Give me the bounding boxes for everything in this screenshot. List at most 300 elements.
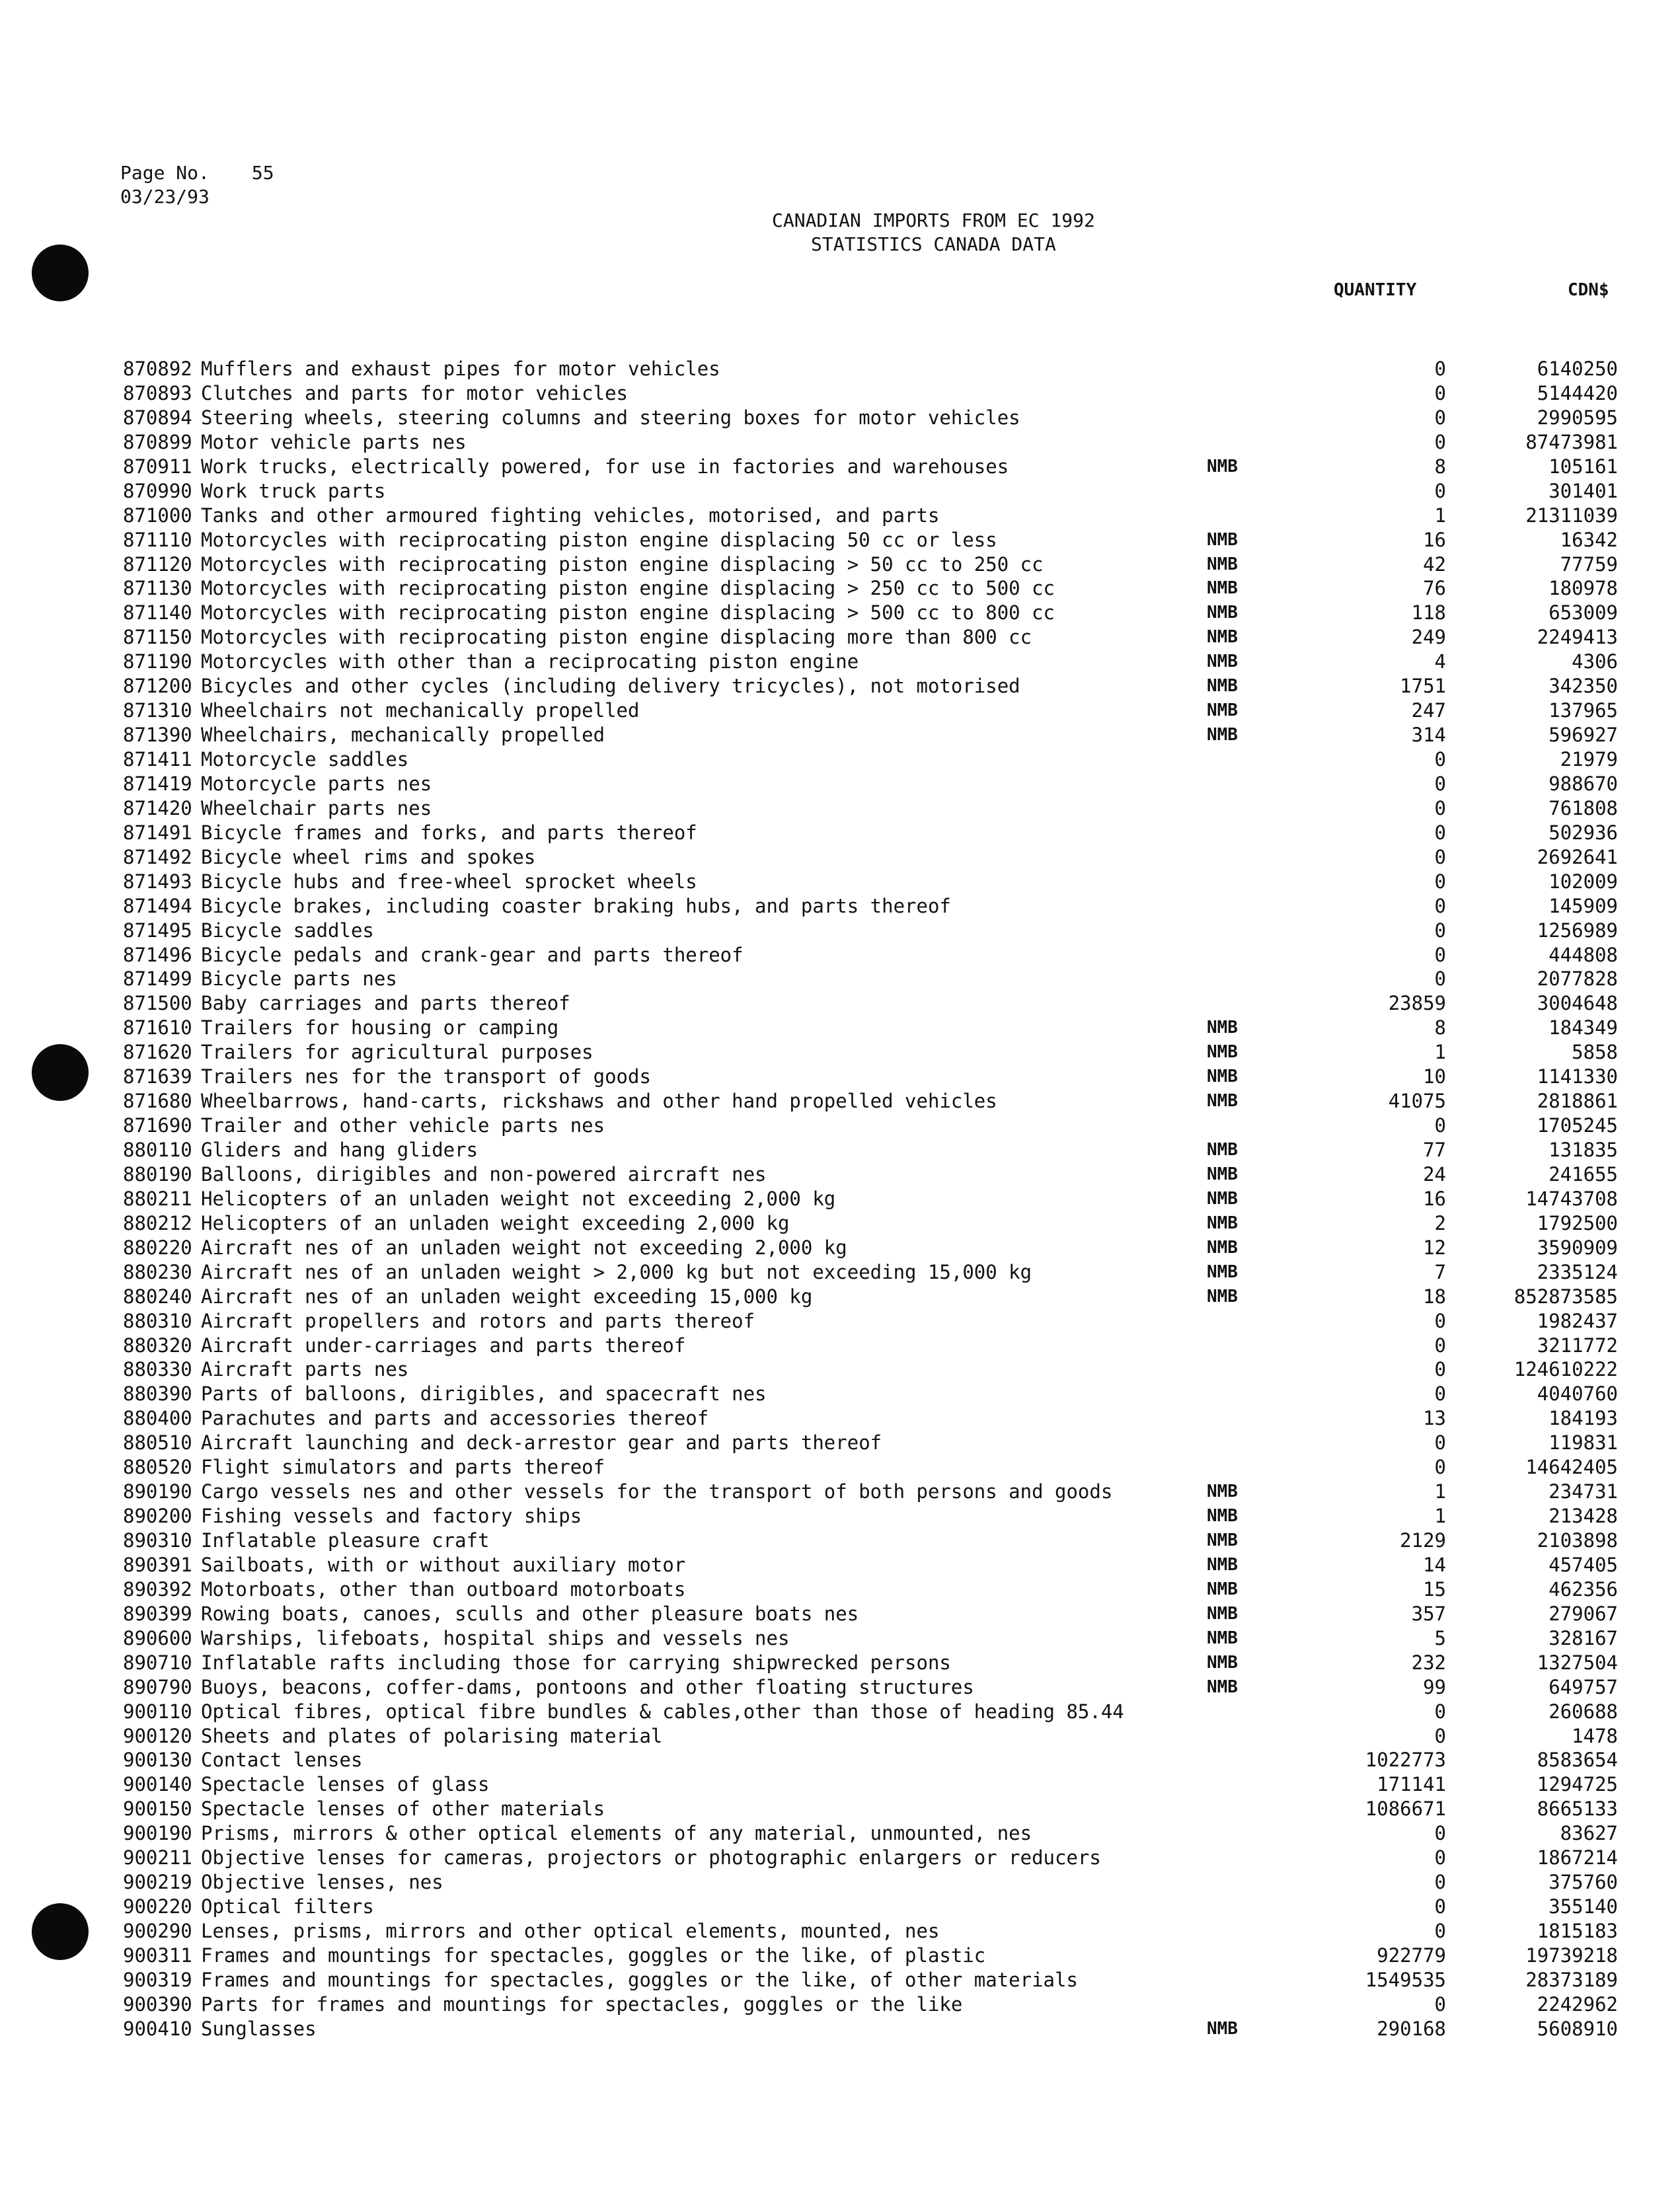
- hs-code: 871420: [123, 796, 192, 819]
- quantity-value: 0: [1434, 381, 1446, 404]
- hs-code: 880240: [123, 1285, 192, 1308]
- table-row: [123, 1382, 1618, 1406]
- quantity-value: 16: [1423, 1187, 1446, 1210]
- punch-hole-top: [32, 245, 89, 301]
- item-description: Clutches and parts for motor vehicles: [201, 381, 629, 404]
- cdn-value: 2103898: [1537, 1529, 1618, 1552]
- hs-code: 900219: [123, 1871, 192, 1894]
- unit-of-measure: NMB: [1207, 1603, 1238, 1624]
- quantity-value: 41075: [1388, 1090, 1446, 1113]
- item-description: Aircraft nes of an unladen weight > 2,000 kg but not exceeding 15,000 kg: [201, 1260, 1032, 1283]
- item-description: Mufflers and exhaust pipes for motor vehicles: [201, 358, 720, 380]
- cdn-value: 14743708: [1525, 1187, 1618, 1210]
- table-row: [123, 870, 1618, 894]
- item-description: Motorcycle saddles: [201, 748, 409, 771]
- table-row: [123, 1797, 1618, 1821]
- page-number-label: Page No.: [120, 162, 210, 184]
- cdn-value: 301401: [1548, 479, 1618, 502]
- cdn-value: 375760: [1548, 1871, 1618, 1894]
- item-description: Aircraft parts nes: [201, 1358, 409, 1381]
- item-description: Motorcycles with reciprocating piston engine displacing > 500 cc to 800 cc: [201, 601, 1055, 624]
- item-description: Cargo vessels nes and other vessels for the transport of both persons and goods: [201, 1480, 1113, 1503]
- quantity-value: 0: [1434, 967, 1446, 991]
- cdn-value: 14642405: [1525, 1456, 1618, 1479]
- hs-code: 890190: [123, 1480, 192, 1503]
- unit-of-measure: NMB: [1207, 1506, 1238, 1527]
- item-description: Aircraft nes of an unladen weight exceeding 15,000 kg: [201, 1285, 813, 1308]
- hs-code: 880220: [123, 1236, 192, 1259]
- table-row: [123, 430, 1618, 455]
- table-row: [123, 1724, 1618, 1749]
- item-description: Trailer and other vehicle parts nes: [201, 1114, 605, 1137]
- table-row: [123, 1211, 1618, 1236]
- quantity-value: 42: [1423, 552, 1446, 576]
- quantity-value: 0: [1434, 1822, 1446, 1845]
- cdn-value: 457405: [1548, 1553, 1618, 1576]
- hs-code: 870892: [123, 358, 192, 380]
- cdn-value: 5608910: [1537, 2017, 1618, 2040]
- unit-of-measure: NMB: [1207, 700, 1238, 721]
- quantity-value: 8: [1434, 1016, 1446, 1039]
- table-row: [123, 967, 1618, 991]
- item-description: Tanks and other armoured fighting vehicles, motorised, and parts: [201, 504, 940, 527]
- table-row: [123, 991, 1618, 1016]
- item-description: Bicycle hubs and free-wheel sprocket wheels: [201, 870, 697, 893]
- punch-hole-middle: [32, 1044, 89, 1101]
- hs-code: 900130: [123, 1749, 192, 1772]
- cdn-value: 342350: [1548, 675, 1618, 698]
- cdn-value: 3211772: [1537, 1334, 1618, 1357]
- table-row: [123, 1309, 1618, 1334]
- quantity-value: 0: [1434, 1846, 1446, 1870]
- quantity-value: 0: [1434, 479, 1446, 502]
- hs-code: 900120: [123, 1724, 192, 1747]
- table-row: [123, 528, 1618, 552]
- hs-code: 871680: [123, 1090, 192, 1113]
- unit-of-measure: NMB: [1207, 1237, 1238, 1258]
- item-description: Frames and mountings for spectacles, goggles or the like, of plastic: [201, 1944, 986, 1967]
- cdn-value: 462356: [1548, 1577, 1618, 1601]
- cdn-value: 28373189: [1525, 1968, 1618, 1991]
- table-row: [123, 1895, 1618, 1919]
- cdn-value: 184193: [1548, 1407, 1618, 1430]
- quantity-value: 290168: [1377, 2017, 1446, 2040]
- item-description: Bicycle saddles: [201, 919, 374, 942]
- item-description: Bicycle brakes, including coaster braking hubs, and parts thereof: [201, 894, 951, 917]
- item-description: Sailboats, with or without auxiliary motor: [201, 1553, 686, 1576]
- cdn-value: 4040760: [1537, 1382, 1618, 1406]
- item-description: Prisms, mirrors & other optical elements of any material, unmounted, nes: [201, 1822, 1032, 1845]
- table-row: [123, 1162, 1618, 1187]
- item-description: Parts of balloons, dirigibles, and spacecraft nes: [201, 1382, 767, 1406]
- unit-of-measure: NMB: [1207, 1677, 1238, 1697]
- cdn-value: 1815183: [1537, 1920, 1618, 1942]
- item-description: Spectacle lenses of glass: [201, 1773, 490, 1796]
- hs-code: 880110: [123, 1139, 192, 1161]
- item-description: Baby carriages and parts thereof: [201, 992, 570, 1015]
- hs-code: 871493: [123, 870, 192, 893]
- quantity-value: 0: [1434, 1456, 1446, 1479]
- hs-code: 880400: [123, 1407, 192, 1430]
- table-row: [123, 2017, 1618, 2041]
- hs-code: 871130: [123, 577, 192, 600]
- quantity-value: 171141: [1377, 1773, 1446, 1796]
- item-description: Bicycle pedals and crank-gear and parts thereof: [201, 943, 744, 966]
- report-title-line2: STATISTICS CANADA DATA: [811, 233, 1056, 255]
- quantity-value: 0: [1434, 358, 1446, 380]
- table-row: [123, 1846, 1618, 1870]
- item-description: Helicopters of an unladen weight not exceeding 2,000 kg: [201, 1187, 836, 1210]
- table-row: [123, 747, 1618, 772]
- quantity-value: 24: [1423, 1162, 1446, 1186]
- hs-code: 880230: [123, 1260, 192, 1283]
- item-description: Aircraft launching and deck-arrestor gear and parts thereof: [201, 1431, 882, 1455]
- hs-code: 871690: [123, 1114, 192, 1137]
- item-description: Inflatable pleasure craft: [201, 1529, 490, 1552]
- item-description: Motorcycles with other than a reciprocating piston engine: [201, 650, 859, 673]
- item-description: Gliders and hang gliders: [201, 1139, 478, 1161]
- table-row: [123, 1992, 1618, 2017]
- table-row: [123, 1334, 1618, 1358]
- quantity-value: 1549535: [1365, 1968, 1446, 1991]
- hs-code: 890399: [123, 1602, 192, 1625]
- table-row: [123, 1529, 1618, 1553]
- report-title: [772, 209, 1095, 256]
- quantity-value: 18: [1423, 1285, 1446, 1308]
- cdn-value: 2249413: [1537, 626, 1618, 649]
- quantity-value: 0: [1434, 1358, 1446, 1381]
- item-description: Wheelchairs, mechanically propelled: [201, 724, 605, 747]
- hs-code: 880520: [123, 1456, 192, 1479]
- quantity-value: 357: [1411, 1602, 1446, 1625]
- unit-of-measure: NMB: [1207, 1652, 1238, 1673]
- item-description: Trailers for agricultural purposes: [201, 1041, 593, 1064]
- item-description: Bicycle wheel rims and spokes: [201, 845, 536, 868]
- page-number: 55: [251, 162, 274, 184]
- quantity-value: 16: [1423, 528, 1446, 551]
- quantity-value: 1086671: [1365, 1797, 1446, 1821]
- quantity-value: 2129: [1400, 1529, 1446, 1552]
- hs-code: 871390: [123, 724, 192, 747]
- quantity-value: 4: [1434, 650, 1446, 673]
- cdn-value: 3004648: [1537, 992, 1618, 1015]
- hs-code: 900311: [123, 1944, 192, 1967]
- hs-code: 890600: [123, 1626, 192, 1649]
- cdn-value: 761808: [1548, 796, 1618, 819]
- item-description: Optical fibres, optical fibre bundles & cables,other than those of heading 85.44: [201, 1700, 1124, 1723]
- quantity-value: 99: [1423, 1675, 1446, 1698]
- hs-code: 871120: [123, 552, 192, 576]
- page-header-meta: [120, 161, 274, 209]
- unit-of-measure: NMB: [1207, 1018, 1238, 1038]
- hs-code: 871140: [123, 601, 192, 624]
- cdn-value: 137965: [1548, 699, 1618, 722]
- item-description: Balloons, dirigibles and non-powered aircraft nes: [201, 1162, 767, 1186]
- unit-of-measure: NMB: [1207, 676, 1238, 697]
- table-row: [123, 1236, 1618, 1260]
- cdn-value: 77759: [1560, 552, 1618, 576]
- item-description: Spectacle lenses of other materials: [201, 1797, 605, 1821]
- item-description: Motorcycles with reciprocating piston engine displacing more than 800 cc: [201, 626, 1032, 649]
- quantity-value: 118: [1411, 601, 1446, 624]
- cdn-value: 87473981: [1525, 430, 1618, 453]
- unit-of-measure: NMB: [1207, 1286, 1238, 1306]
- hs-code: 870990: [123, 479, 192, 502]
- hs-code: 890391: [123, 1553, 192, 1576]
- quantity-value: 10: [1423, 1065, 1446, 1088]
- table-row: [123, 1455, 1618, 1480]
- table-row: [123, 1602, 1618, 1626]
- item-description: Bicycle frames and forks, and parts thereof: [201, 821, 697, 844]
- cdn-value: 444808: [1548, 943, 1618, 966]
- item-description: Wheelchairs not mechanically propelled: [201, 699, 640, 722]
- table-row: [123, 455, 1618, 479]
- quantity-value: 0: [1434, 1871, 1446, 1894]
- quantity-value: 0: [1434, 1309, 1446, 1332]
- unit-of-measure: NMB: [1207, 1554, 1238, 1575]
- quantity-value: 0: [1434, 748, 1446, 771]
- hs-code: 870894: [123, 406, 192, 429]
- hs-code: 890710: [123, 1651, 192, 1674]
- unit-of-measure: NMB: [1207, 529, 1238, 550]
- quantity-value: 247: [1411, 699, 1446, 722]
- hs-code: 870893: [123, 381, 192, 404]
- hs-code: 890790: [123, 1675, 192, 1698]
- cdn-value: 279067: [1548, 1602, 1618, 1625]
- table-row: [123, 1040, 1618, 1065]
- cdn-value: 4306: [1572, 650, 1618, 673]
- item-description: Steering wheels, steering columns and steering boxes for motor vehicles: [201, 406, 1020, 429]
- hs-code: 870899: [123, 430, 192, 453]
- quantity-value: 0: [1434, 943, 1446, 966]
- report-date: 03/23/93: [120, 186, 210, 208]
- column-header-value: CDN$: [1568, 280, 1609, 300]
- hs-code: 870911: [123, 455, 192, 478]
- table-row: [123, 1406, 1618, 1431]
- unit-of-measure: NMB: [1207, 1164, 1238, 1184]
- unit-of-measure: NMB: [1207, 627, 1238, 648]
- quantity-value: 5: [1434, 1626, 1446, 1649]
- quantity-value: 0: [1434, 406, 1446, 429]
- item-description: Trailers for housing or camping: [201, 1016, 559, 1039]
- unit-of-measure: NMB: [1207, 725, 1238, 745]
- unit-of-measure: NMB: [1207, 1091, 1238, 1112]
- quantity-value: 0: [1434, 796, 1446, 819]
- unit-of-measure: NMB: [1207, 1628, 1238, 1648]
- quantity-value: 7: [1434, 1260, 1446, 1283]
- quantity-value: 76: [1423, 577, 1446, 600]
- quantity-value: 13: [1423, 1407, 1446, 1430]
- report-title-line1: CANADIAN IMPORTS FROM EC 1992: [772, 209, 1095, 231]
- quantity-value: 0: [1434, 1114, 1446, 1137]
- hs-code: 871499: [123, 967, 192, 991]
- unit-of-measure: NMB: [1207, 1042, 1238, 1063]
- quantity-value: 1022773: [1365, 1749, 1446, 1772]
- table-row: [123, 1919, 1618, 1944]
- item-description: Objective lenses for cameras, projectors or photographic enlargers or reducers: [201, 1846, 1101, 1870]
- quantity-value: 0: [1434, 1920, 1446, 1942]
- cdn-value: 2818861: [1537, 1090, 1618, 1113]
- table-row: [123, 1504, 1618, 1529]
- quantity-value: 0: [1434, 772, 1446, 795]
- item-description: Inflatable rafts including those for carrying shipwrecked persons: [201, 1651, 951, 1674]
- table-row: [123, 845, 1618, 870]
- cdn-value: 124610222: [1513, 1358, 1618, 1381]
- item-description: Sheets and plates of polarising material: [201, 1724, 663, 1747]
- quantity-value: 0: [1434, 1334, 1446, 1357]
- cdn-value: 105161: [1548, 455, 1618, 478]
- quantity-value: 314: [1411, 724, 1446, 747]
- table-row: [123, 1065, 1618, 1089]
- quantity-value: 0: [1434, 1382, 1446, 1406]
- cdn-value: 649757: [1548, 1675, 1618, 1698]
- cdn-value: 355140: [1548, 1895, 1618, 1918]
- item-description: Wheelchair parts nes: [201, 796, 432, 819]
- table-row: [123, 1821, 1618, 1846]
- table-row: [123, 1553, 1618, 1577]
- item-description: Trailers nes for the transport of goods: [201, 1065, 651, 1088]
- cdn-value: 5144420: [1537, 381, 1618, 404]
- hs-code: 890200: [123, 1505, 192, 1528]
- table-row: [123, 1944, 1618, 1968]
- item-description: Rowing boats, canoes, sculls and other pleasure boats nes: [201, 1602, 859, 1625]
- hs-code: 871000: [123, 504, 192, 527]
- cdn-value: 1478: [1572, 1724, 1618, 1747]
- table-row: [123, 1748, 1618, 1772]
- table-row: [123, 1260, 1618, 1285]
- quantity-value: 15: [1423, 1577, 1446, 1601]
- hs-code: 871495: [123, 919, 192, 942]
- item-description: Optical filters: [201, 1895, 374, 1918]
- unit-of-measure: NMB: [1207, 456, 1238, 476]
- unit-of-measure: NMB: [1207, 1213, 1238, 1233]
- item-description: Bicycles and other cycles (including delivery tricycles), not motorised: [201, 675, 1020, 698]
- unit-of-measure: NMB: [1207, 1140, 1238, 1160]
- cdn-value: 2692641: [1537, 845, 1618, 868]
- quantity-value: 1: [1434, 504, 1446, 527]
- item-description: Bicycle parts nes: [201, 967, 397, 991]
- hs-code: 880310: [123, 1309, 192, 1332]
- table-row: [123, 1285, 1618, 1309]
- hs-code: 871190: [123, 650, 192, 673]
- unit-of-measure: NMB: [1207, 554, 1238, 574]
- hs-code: 871492: [123, 845, 192, 868]
- item-description: Motorcycles with reciprocating piston engine displacing > 250 cc to 500 cc: [201, 577, 1055, 600]
- cdn-value: 2242962: [1537, 1992, 1618, 2016]
- quantity-value: 0: [1434, 1895, 1446, 1918]
- table-row: [123, 1187, 1618, 1211]
- hs-code: 890310: [123, 1529, 192, 1552]
- quantity-value: 0: [1434, 845, 1446, 868]
- cdn-value: 1705245: [1537, 1114, 1618, 1137]
- cdn-value: 21311039: [1525, 504, 1618, 527]
- unit-of-measure: NMB: [1207, 1067, 1238, 1087]
- table-row: [123, 1431, 1618, 1455]
- hs-code: 871200: [123, 675, 192, 698]
- table-row: [123, 919, 1618, 943]
- table-row: [123, 1700, 1618, 1724]
- table-row: [123, 1357, 1618, 1382]
- item-description: Motorcycles with reciprocating piston engine displacing > 50 cc to 250 cc: [201, 552, 1044, 576]
- quantity-value: 12: [1423, 1236, 1446, 1259]
- cdn-value: 2335124: [1537, 1260, 1618, 1283]
- unit-of-measure: NMB: [1207, 2018, 1238, 2039]
- cdn-value: 241655: [1548, 1162, 1618, 1186]
- quantity-value: 249: [1411, 626, 1446, 649]
- hs-code: 900140: [123, 1773, 192, 1796]
- cdn-value: 6140250: [1537, 358, 1618, 380]
- quantity-value: 0: [1434, 870, 1446, 893]
- cdn-value: 1867214: [1537, 1846, 1618, 1870]
- quantity-value: 0: [1434, 1700, 1446, 1723]
- item-description: Fishing vessels and factory ships: [201, 1505, 582, 1528]
- item-description: Sunglasses: [201, 2017, 317, 2040]
- hs-code: 880330: [123, 1358, 192, 1381]
- cdn-value: 145909: [1548, 894, 1618, 917]
- unit-of-measure: NMB: [1207, 1531, 1238, 1550]
- table-row: [123, 674, 1618, 699]
- cdn-value: 1256989: [1537, 919, 1618, 942]
- table-row: [123, 821, 1618, 845]
- item-description: Contact lenses: [201, 1749, 363, 1772]
- hs-code: 880390: [123, 1382, 192, 1406]
- quantity-value: 8: [1434, 455, 1446, 478]
- item-description: Lenses, prisms, mirrors and other optical elements, mounted, nes: [201, 1920, 940, 1942]
- table-row: [123, 552, 1618, 577]
- cdn-value: 8583654: [1537, 1749, 1618, 1772]
- table-row: [123, 1114, 1618, 1138]
- item-description: Objective lenses, nes: [201, 1871, 443, 1894]
- table-row: [123, 1089, 1618, 1114]
- hs-code: 900110: [123, 1700, 192, 1723]
- cdn-value: 102009: [1548, 870, 1618, 893]
- hs-code: 890392: [123, 1577, 192, 1601]
- table-row: [123, 650, 1618, 674]
- quantity-value: 2: [1434, 1211, 1446, 1234]
- quantity-value: 0: [1434, 821, 1446, 844]
- hs-code: 900390: [123, 1992, 192, 2016]
- quantity-value: 0: [1434, 894, 1446, 917]
- table-row: [123, 381, 1618, 406]
- cdn-value: 8665133: [1537, 1797, 1618, 1821]
- unit-of-measure: NMB: [1207, 1262, 1238, 1282]
- hs-code: 900150: [123, 1797, 192, 1821]
- hs-code: 900211: [123, 1846, 192, 1870]
- item-description: Wheelbarrows, hand-carts, rickshaws and other hand propelled vehicles: [201, 1090, 997, 1113]
- unit-of-measure: NMB: [1207, 603, 1238, 623]
- hs-code: 871494: [123, 894, 192, 917]
- cdn-value: 502936: [1548, 821, 1618, 844]
- cdn-value: 1792500: [1537, 1211, 1618, 1234]
- table-row: [123, 625, 1618, 650]
- table-row: [123, 406, 1618, 430]
- cdn-value: 852873585: [1513, 1285, 1618, 1308]
- item-description: Work truck parts: [201, 479, 386, 502]
- quantity-value: 922779: [1377, 1944, 1446, 1967]
- hs-code: 871500: [123, 992, 192, 1015]
- table-row: [123, 479, 1618, 504]
- cdn-value: 184349: [1548, 1016, 1618, 1039]
- cdn-value: 213428: [1548, 1505, 1618, 1528]
- hs-code: 871310: [123, 699, 192, 722]
- cdn-value: 1327504: [1537, 1651, 1618, 1674]
- hs-code: 871491: [123, 821, 192, 844]
- quantity-value: 0: [1434, 919, 1446, 942]
- hs-code: 871419: [123, 772, 192, 795]
- item-description: Aircraft under-carriages and parts thereof: [201, 1334, 686, 1357]
- item-description: Frames and mountings for spectacles, goggles or the like, of other materials: [201, 1968, 1078, 1991]
- quantity-value: 1751: [1400, 675, 1446, 698]
